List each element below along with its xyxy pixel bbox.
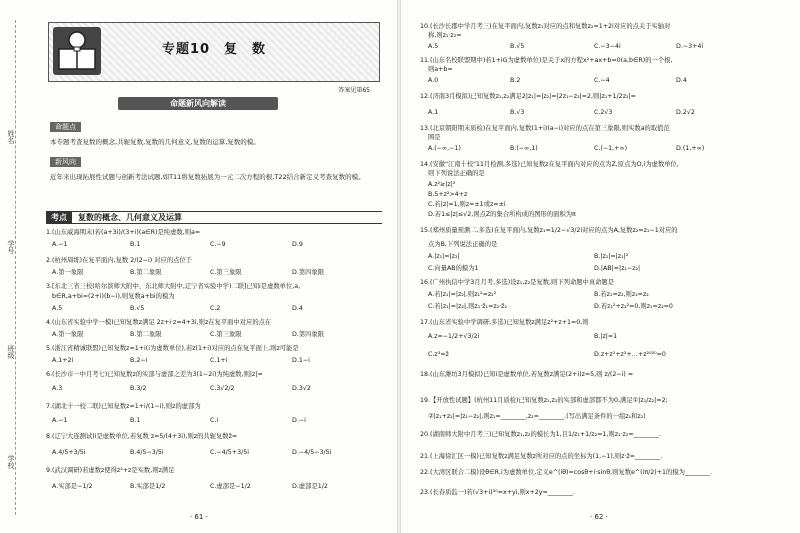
question-15-line2: 点为B,下列说法正确的是	[428, 241, 498, 248]
question-11-line2: 则a+b=	[428, 66, 453, 73]
question-3-line2: b∈R,a+bi=(2+i)(b−i),则复数a+bi的模为	[52, 293, 175, 300]
q16-option-c: C.若|z₁|=|z₂|,则z₁·z̄₁=z₂·z̄₂	[428, 303, 508, 310]
q7-option-d: D.−i	[292, 417, 306, 424]
q12-option-c: C.2√3	[594, 109, 613, 116]
kaodian-bar	[46, 211, 382, 224]
q1-option-a: A.−1	[52, 241, 68, 248]
q2-option-b: B.第二象限	[130, 269, 162, 276]
q9-option-a: A.实部是−1/2	[52, 483, 93, 490]
binding-margin	[0, 0, 34, 533]
section-banner: 命题新风向解读	[118, 97, 278, 110]
question-4: 4.(山东省实验中学一模)已知复数z满足 2z+i·z=4+3i,则z在复平面中对应的点在	[46, 319, 272, 326]
question-8: 8.(辽宁大连测试)i是虚数单位,若复数 z=5/(4+3i),则z的共轭复数z̄=	[46, 433, 238, 440]
section-tag-mingtidian: 命题点	[50, 122, 81, 132]
q10-option-b: B.√5	[510, 43, 525, 50]
q4-option-c: C.第三象限	[210, 331, 242, 338]
chapter-header	[48, 22, 380, 82]
question-20: 20.(湖南师大附中月考三)已知复数z₁,z₂的模长为1,且1/z₁+1/z₂=1,则z₁·z₂=________.	[420, 431, 661, 438]
question-19: 19.【开放性试题】(杭州11月质检)已知复数z₁,z₂的实部和虚部都不为0,满足①|z₁/z₂|=2;	[420, 397, 668, 404]
q15-option-d: D.|AB|=|z₁−z₂|	[594, 265, 641, 272]
question-3: 3.[东北三省三校(哈尔滨师大附中、东北师大附中,辽宁省实验中学)二联]已知i是虚数单位,a,	[46, 283, 301, 290]
question-1: 1.(山东威海期末)若(a+3i)/(3+i)(a∈R)是纯虚数,则a=	[46, 229, 201, 236]
q15-option-c: C.向量AB的模为1	[428, 265, 479, 272]
question-5: 5.(浙江省精诚联盟)已知复数z=1+i(i为虚数单位),若z(1+i)对应的点在复平面上,则z可能是	[46, 345, 299, 352]
q14-option-c: C.若|z|=1,则z=±1或z=±i	[428, 201, 506, 208]
q9-option-d: D.虚部是1/2	[292, 483, 328, 490]
q8-option-d: D.−4/5−3/5i	[292, 449, 332, 456]
question-14-line2: 则下列说法正确的是	[428, 170, 485, 177]
question-18: 18.(山东潍坊3月模拟)已知i是虚数单位,若复数z满足(2+i)z=5,则 z/(2−i) =	[420, 371, 634, 378]
q7-option-a: A.−1	[52, 417, 68, 424]
q4-option-a: A.第一象限	[52, 331, 84, 338]
q2-option-a: A.第一象限	[52, 269, 84, 276]
q9-option-b: B.实部是1/2	[130, 483, 166, 490]
question-23: 23.(长春质监一)若(√3+i)³⁰=x+yi,则x+2y=________.	[420, 489, 575, 496]
question-10: 10.(长沙长郡中学月考三)在复平面内,复数z₁对应的点和复数z₂=1+2i对应的点关于实轴对	[420, 23, 671, 30]
q16-option-a: A.若|z₁|=|z₂|,则z₁²=z₂²	[428, 291, 497, 298]
q1-option-d: D.9	[292, 241, 303, 248]
q3-option-b: B.√5	[130, 305, 145, 312]
q14-option-a: A.z²≥|z|²	[428, 181, 456, 188]
q10-option-a: A.5	[428, 43, 439, 50]
q14-option-d: D.若1≤|z|≤√2,则点Z的集合所构成的图形的面积为π	[428, 211, 576, 218]
q1-option-b: B.1	[130, 241, 141, 248]
chapter-title: 专题10 复 数	[161, 42, 267, 57]
q7-option-b: B.1	[130, 417, 141, 424]
question-9: 9.(武汉调研)若虚数z使得z²+z是实数,则z满足	[46, 467, 175, 474]
q10-option-c: C.−3−4i	[594, 43, 621, 50]
q11-option-a: A.0	[428, 77, 439, 84]
q8-option-b: B.4/5−3/5i	[130, 449, 164, 456]
q5-option-d: D.1−i	[292, 357, 310, 364]
q17-option-b: B.|z|=1	[594, 333, 618, 340]
question-14: 14.(安徽"江南十校"11月检测,多选)已知复数z在复平面内对应的点为Z,原点为O,i为虚数单位,	[420, 161, 679, 168]
q5-option-c: C.1+i	[210, 357, 228, 364]
q6-option-b: B.3/2	[130, 385, 147, 392]
margin-label-id: 学号	[7, 240, 15, 254]
q5-option-a: A.1+2i	[52, 357, 74, 364]
q8-option-c: C.−4/5+3/5i	[210, 449, 249, 456]
q2-option-c: C.第三象限	[210, 269, 242, 276]
q8-option-a: A.4/5+3/5i	[52, 449, 86, 456]
margin-label-school: 学校	[7, 455, 15, 469]
page-number-left: · 61 ·	[190, 513, 208, 521]
q11-option-c: C.−4	[594, 77, 610, 84]
q13-option-a: A.(−∞,−1)	[428, 145, 461, 152]
margin-label-name: 姓名	[7, 130, 15, 144]
q16-option-d: D.若z₁²+z₂²=0,则z₁=z₂=0	[594, 303, 673, 310]
q3-option-d: D.4	[292, 305, 303, 312]
q6-option-a: A.3	[52, 385, 63, 392]
q13-option-b: B.(−∞,1)	[510, 145, 538, 152]
q12-option-d: D.2√2	[676, 109, 695, 116]
q15-option-a: A.|z₁|=|z₂|	[428, 253, 460, 260]
left-page	[0, 0, 398, 533]
kaodian-title: 复数的概念、几何意义及运算	[78, 213, 182, 222]
question-11: 11.(山东名校联盟期中)若1+iG为虚数单位)是关于x的方程x²+ax+b=0(a,b∈R)的一个根,	[420, 57, 673, 64]
q17-option-a: A.z=−1/2+√3/2i	[428, 333, 480, 340]
question-19-line2: ②|z₁+z₂|=|z₁−z₂|,则z₁=________,z₂=________.(写出满足条件的一组z₁和z₂)	[428, 413, 646, 420]
margin-label-class: 班级	[7, 345, 15, 359]
question-17: 17.(山东省实验中学调研,多选)已知复数z满足z²+z+1=0,则	[420, 319, 589, 326]
q14-option-b: B.5+z²>4+z	[428, 191, 468, 198]
q11-option-d: D.4	[676, 77, 687, 84]
question-13-line2: 围是	[428, 134, 441, 141]
q7-option-c: C.i	[210, 417, 219, 424]
q13-option-c: C.(−1,+∞)	[594, 145, 628, 152]
q3-option-c: C.2	[210, 305, 221, 312]
question-12: 12.(济南3月模拟)已知复数z₁,z₂满足2|z₁|=|z₂|=|2z₁−z₂|=2,则|z₁+1/2z₂|=	[420, 93, 636, 100]
section-text-mingtidian: 本专题考查复数的概念,共轭复数,复数的几何意义,复数的运算,复数的模。	[50, 138, 260, 146]
q6-option-d: D.3√2	[292, 385, 311, 392]
q3-option-a: A.5	[52, 305, 63, 312]
kaodian-tag: 考点	[46, 212, 72, 223]
question-6: 6.(长沙市一中月考七)已知复数z的实部与虚部之差为3(1−2i)为纯虚数,则|z|=	[46, 371, 263, 378]
section-tag-xinfengxiang: 新风向	[50, 157, 81, 167]
q17-option-d: D.z+z²+z³+…+z²⁰²⁰=0	[594, 351, 666, 358]
question-21: 21.(上海徐汇区一模)已知复数z满足复数z所对应的点的坐标为(1,−1),则z·z̄=________.	[420, 453, 663, 460]
question-10-line2: 称,则z₁·z₂=	[428, 32, 462, 39]
q17-option-c: C.z³=z̄	[428, 351, 449, 358]
question-2: 2.(杭州周练)在复平面内,复数 2/(2−i) 对应的点位于	[46, 257, 193, 264]
cut-line	[15, 20, 16, 515]
q12-option-a: A.1	[428, 109, 439, 116]
q1-option-c: C.−9	[210, 241, 226, 248]
question-13: 13.(北京朝阳期末质检)在复平面内,复数(1+i)(a−i)对应的点在第三象限,则实数a的取值范	[420, 125, 670, 132]
question-22: 22.(大湾区联合二模)设θ∈R,i为虚数单位,定义e^(iθ)=cosθ+i·sinθ,则复数e^(iπ/2)+1的模为________.	[420, 469, 713, 476]
question-7: 7.(湖北十一校二联)已知复数z=1+i/(1−i),则z的虚部为	[46, 403, 201, 410]
question-16: 16.(广州执信中学3月月考,多选)设z₁,z₂是复数,则下列命题中真命题是	[420, 279, 615, 286]
q6-option-c: C.3√2/2	[210, 385, 235, 392]
q10-option-d: D.−3+4i	[676, 43, 704, 50]
q15-option-b: B.|z₁|=|z₁|²	[594, 253, 629, 260]
q11-option-b: B.2	[510, 77, 521, 84]
q5-option-b: B.2−i	[130, 357, 148, 364]
q12-option-b: B.√3	[510, 109, 525, 116]
section-text-xinfengxiang: 近年来出现拓展性试题与创新考法试题,如T11将复数拓展为一元二次方程的根,T22结合新定义考查复数的模。	[50, 173, 365, 181]
page-number-right: · 62 ·	[590, 513, 608, 521]
q9-option-c: C.虚部是−1/2	[210, 483, 251, 490]
question-15: 15.(郑州质量预测二,多选)在复平面内,复数z₁=1/2−√3/2i对应的点为A,复数z₂=z₁−1对应的	[420, 227, 678, 234]
answer-reference: 答案见第65	[338, 87, 370, 94]
q13-option-d: D.(1,+∞)	[676, 145, 705, 152]
q4-option-b: B.第二象限	[130, 331, 162, 338]
q4-option-d: D.第四象限	[292, 331, 325, 338]
q2-option-d: D.第四象限	[292, 269, 325, 276]
q16-option-b: B.若z₁=z₂,则z₁=z₂	[594, 291, 649, 298]
